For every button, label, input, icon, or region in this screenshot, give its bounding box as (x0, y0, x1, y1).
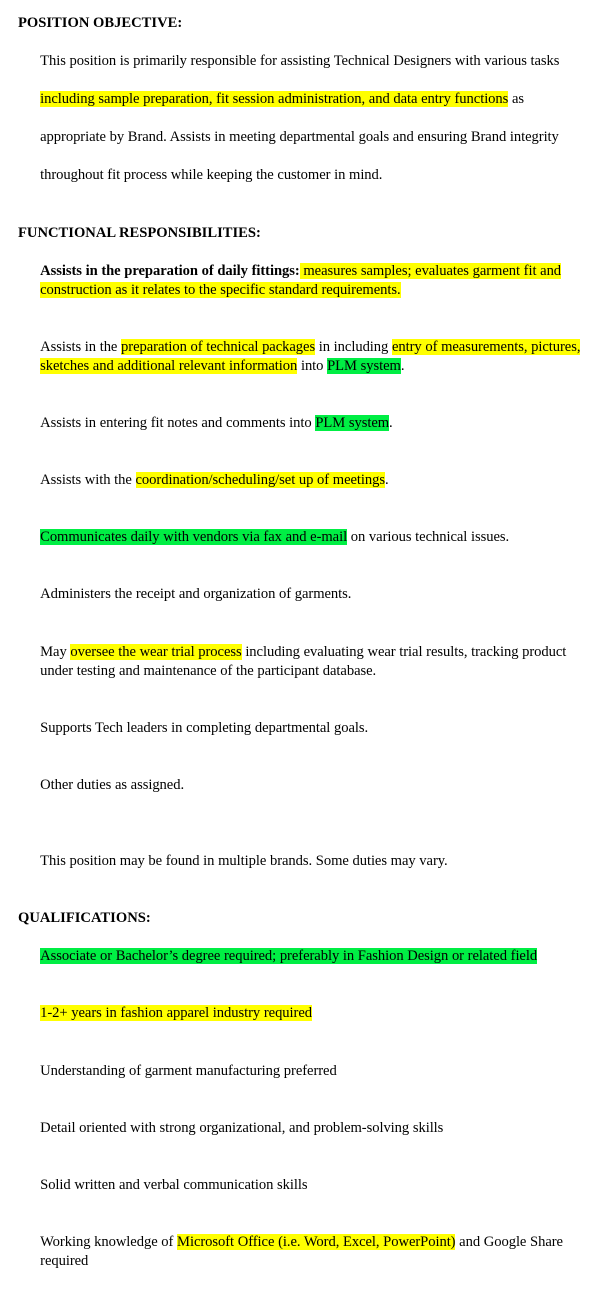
responsibility-item-daily-fittings (18, 243, 592, 319)
daily-fittings-bold-lead: Assists in the preparation of daily fittings: (40, 262, 300, 279)
qualification-software-plain-a: Working knowledge of (40, 1234, 178, 1250)
fit-notes-plain-b: . (389, 414, 393, 431)
responsibility-item-wear-trial (18, 624, 592, 700)
coordination-plain-a: Assists with the (40, 472, 136, 489)
qualification-software (18, 1214, 592, 1290)
multiple-brands-note-text: This position may be found in multiple brands. Some duties may vary. (40, 853, 448, 870)
responsibility-item-fit-notes (18, 395, 592, 452)
communicates-plain-a: on various technical issues. (347, 529, 510, 546)
responsibility-item-administers-receipt (18, 566, 592, 623)
qualification-software-plain-b: and Google Share (455, 1234, 563, 1250)
fit-notes-highlight-green-plm: PLM system (315, 414, 390, 431)
spacer-before-qualifications (18, 890, 592, 909)
coordination-plain-b: . (385, 472, 389, 489)
qualification-manufacturing-text: Understanding of garment manufacturing preferred (40, 1062, 337, 1079)
qualification-manufacturing (18, 1043, 592, 1100)
tech-packages-plain-b: in including (315, 338, 392, 355)
responsibility-item-other-duties (18, 757, 592, 814)
section-position-objective (18, 14, 592, 204)
other-duties-plain-a: Other duties as assigned. (40, 776, 185, 793)
wear-trial-plain-a: May (40, 643, 71, 660)
section-functional-responsibilities (18, 224, 592, 891)
administers-plain-a: Administers the receipt and organization of garments. (40, 586, 352, 603)
coordination-highlight-a: coordination/scheduling/set up of meetings (135, 472, 385, 489)
spacer-after-position-objective (18, 204, 592, 223)
spacer-before-brands-note (18, 814, 592, 833)
responsibility-item-communicates-vendors (18, 509, 592, 566)
section-qualifications (18, 909, 592, 1290)
tech-packages-plain-a: Assists in the (40, 338, 122, 355)
tech-packages-highlight-b: entry of measurements, pictures, (391, 338, 581, 355)
qualification-detail-oriented (18, 1100, 592, 1157)
wear-trial-plain-b: including evaluating wear trial results, tracking product (241, 643, 567, 660)
section-heading-qualifications: QUALIFICATIONS: (18, 910, 151, 927)
responsibility-item-coordination (18, 452, 592, 509)
po-line-3: appropriate by Brand. Assists in meeting departmental goals and ensuring Brand integrity (40, 129, 559, 146)
paragraph-position-objective (18, 33, 592, 204)
tech-packages-highlight-a: preparation of technical packages (121, 338, 316, 355)
fit-notes-plain-a: Assists in entering fit notes and comments into (40, 414, 316, 431)
qualification-software-plain-c: required (40, 1253, 89, 1270)
po-line-4: throughout fit process while keeping the customer in mind. (40, 167, 383, 184)
tech-packages-plain-c: into (297, 357, 328, 374)
daily-fittings-highlight-a: measures samples; evaluates garment fit and (299, 262, 562, 279)
qualification-degree (18, 928, 592, 985)
responsibility-item-technical-packages (18, 319, 592, 395)
qualification-communication-text: Solid written and verbal communication skills (40, 1176, 308, 1193)
qualification-software-highlight-yellow: Microsoft Office (i.e. Word, Excel, PowerPoint) (177, 1234, 456, 1250)
po-line-2-tail: as (508, 91, 525, 108)
qualification-communication (18, 1157, 592, 1214)
responsibility-item-supports-tech-leaders (18, 700, 592, 757)
po-highlight-yellow-1: including sample preparation, fit session administration, and data entry functions (40, 91, 509, 108)
qualification-degree-highlight-green: Associate or Bachelor’s degree required; preferably in Fashion Design or related field (40, 948, 538, 965)
section-heading-functional-responsibilities: FUNCTIONAL RESPONSIBILITIES: (18, 224, 261, 241)
qualification-experience-highlight-yellow: 1-2+ years in fashion apparel industry required (40, 1005, 312, 1022)
daily-fittings-highlight-b: construction as it relates to the specific standard requirements. (40, 281, 401, 298)
tech-packages-highlight-green-plm: PLM system (327, 357, 401, 374)
wear-trial-plain-c: under testing and maintenance of the participant database. (40, 662, 377, 679)
communicates-highlight-green: Communicates daily with vendors via fax and e-mail (40, 529, 348, 546)
po-line-1: This position is primarily responsible for assisting Technical Designers with various tasks (40, 53, 560, 70)
supports-plain-a: Supports Tech leaders in completing departmental goals. (40, 719, 369, 736)
qualification-experience (18, 985, 592, 1042)
qualification-detail-oriented-text: Detail oriented with strong organizational, and problem-solving skills (40, 1119, 444, 1136)
section-heading-position-objective: POSITION OBJECTIVE: (18, 15, 183, 31)
tech-packages-highlight-c: sketches and additional relevant information (40, 357, 298, 374)
wear-trial-highlight-a: oversee the wear trial process (70, 643, 242, 660)
tech-packages-plain-d: . (400, 357, 405, 374)
multiple-brands-note (18, 833, 592, 890)
